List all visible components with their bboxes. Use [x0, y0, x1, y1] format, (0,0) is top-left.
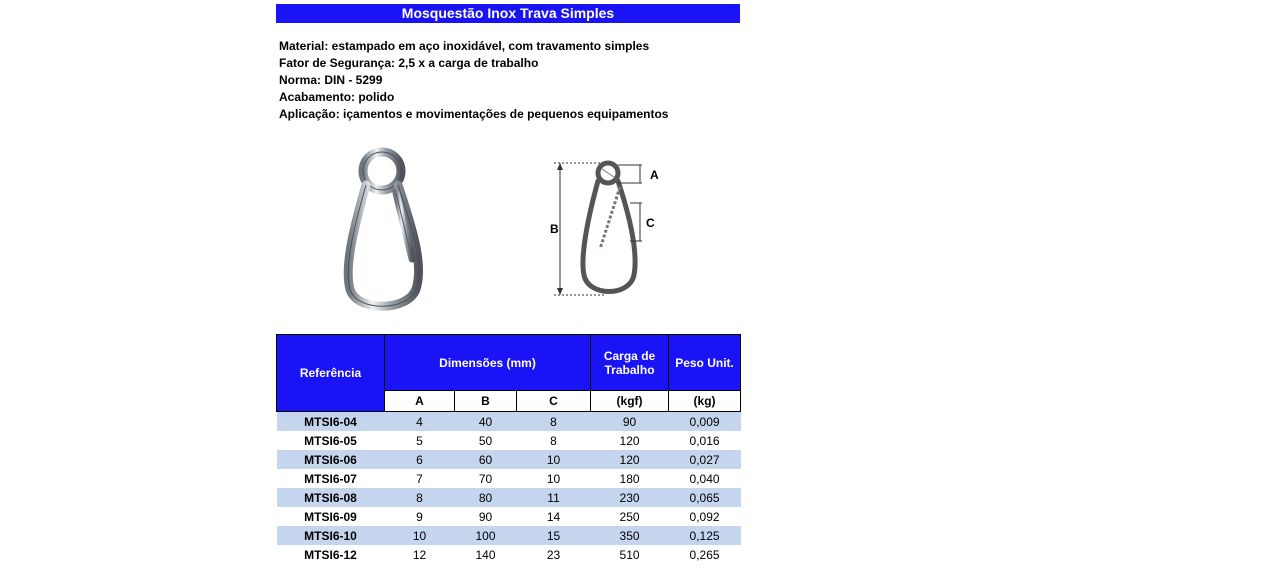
- dimensions-table: [276, 334, 741, 564]
- table-row: [277, 488, 741, 507]
- header-weight: Peso Unit.: [669, 335, 741, 391]
- cell-c: 10: [517, 450, 591, 469]
- cell-weight: 0,065: [669, 488, 741, 507]
- cell-weight: 0,092: [689, 509, 720, 524]
- cell-c: 23: [546, 547, 561, 562]
- cell-load: 230: [591, 488, 669, 507]
- product-title: Mosquestão Inox Trava Simples: [276, 4, 740, 23]
- cell-a: 9: [416, 509, 423, 524]
- cell-a: 6: [385, 450, 455, 469]
- product-sheet: [276, 4, 740, 564]
- cell-reference: MTSI6-09: [304, 509, 357, 524]
- cell-b: 50: [478, 433, 493, 448]
- table-row: [277, 507, 741, 526]
- snap-hook-photo: [336, 147, 436, 317]
- cell-weight: 0,265: [689, 547, 720, 562]
- subheader-weight-unit: (kg): [669, 391, 741, 412]
- cell-b: 60: [455, 450, 517, 469]
- spec-safety-factor: Fator de Segurança: 2,5 x a carga de trabalho: [279, 56, 539, 70]
- table-row: [277, 431, 741, 450]
- cell-c: 15: [517, 526, 591, 545]
- cell-reference: MTSI6-12: [304, 547, 357, 562]
- table-row: [277, 412, 741, 432]
- cell-c: 11: [517, 488, 591, 507]
- cell-a: 10: [385, 526, 455, 545]
- cell-c: 8: [550, 433, 557, 448]
- diagram-label-c: C: [646, 216, 655, 230]
- spec-finish: Acabamento: polido: [279, 90, 395, 104]
- cell-reference: MTSI6-04: [277, 412, 385, 432]
- cell-b: 70: [478, 471, 493, 486]
- spec-list: [276, 38, 740, 123]
- cell-a: 12: [412, 547, 427, 562]
- product-images: [276, 129, 740, 334]
- header-dimensions: Dimensões (mm): [385, 335, 591, 391]
- cell-weight: 0,027: [669, 450, 741, 469]
- cell-a: 4: [385, 412, 455, 432]
- table-row: [277, 526, 741, 545]
- cell-load: 90: [591, 412, 669, 432]
- dimension-diagram: [546, 157, 676, 307]
- subheader-b: B: [455, 391, 517, 412]
- cell-reference: MTSI6-08: [277, 488, 385, 507]
- cell-b: 90: [478, 509, 493, 524]
- cell-load: 120: [619, 433, 640, 448]
- cell-b: 80: [455, 488, 517, 507]
- cell-load: 180: [619, 471, 640, 486]
- cell-reference: MTSI6-06: [277, 450, 385, 469]
- diagram-label-a: A: [650, 168, 659, 182]
- cell-load: 510: [619, 547, 640, 562]
- cell-weight: 0,125: [669, 526, 741, 545]
- cell-weight: 0,009: [669, 412, 741, 432]
- cell-a: 5: [416, 433, 423, 448]
- spec-application: Aplicação: içamentos e movimentações de pequenos equipamentos: [279, 107, 669, 121]
- table-row: [277, 450, 741, 469]
- cell-b: 140: [475, 547, 496, 562]
- subheader-a: A: [385, 391, 455, 412]
- diagram-label-b: B: [550, 222, 559, 236]
- cell-a: 8: [385, 488, 455, 507]
- cell-load: 120: [591, 450, 669, 469]
- subheader-load-unit: (kgf): [591, 391, 669, 412]
- header-load: Carga de Trabalho: [591, 335, 669, 391]
- table-row: [277, 545, 741, 564]
- table-row: [277, 469, 741, 488]
- cell-load: 250: [619, 509, 640, 524]
- cell-b: 100: [455, 526, 517, 545]
- cell-reference: MTSI6-07: [304, 471, 357, 486]
- cell-reference: MTSI6-10: [277, 526, 385, 545]
- cell-weight: 0,016: [689, 433, 720, 448]
- cell-c: 10: [546, 471, 561, 486]
- cell-c: 14: [546, 509, 561, 524]
- spec-material: Material: estampado em aço inoxidável, com travamento simples: [279, 39, 650, 53]
- cell-c: 8: [517, 412, 591, 432]
- cell-load: 350: [591, 526, 669, 545]
- header-reference: Referência: [277, 335, 385, 412]
- cell-b: 40: [455, 412, 517, 432]
- subheader-c: C: [517, 391, 591, 412]
- cell-weight: 0,040: [689, 471, 720, 486]
- cell-reference: MTSI6-05: [304, 433, 357, 448]
- cell-a: 7: [416, 471, 423, 486]
- spec-standard: Norma: DIN - 5299: [279, 73, 383, 87]
